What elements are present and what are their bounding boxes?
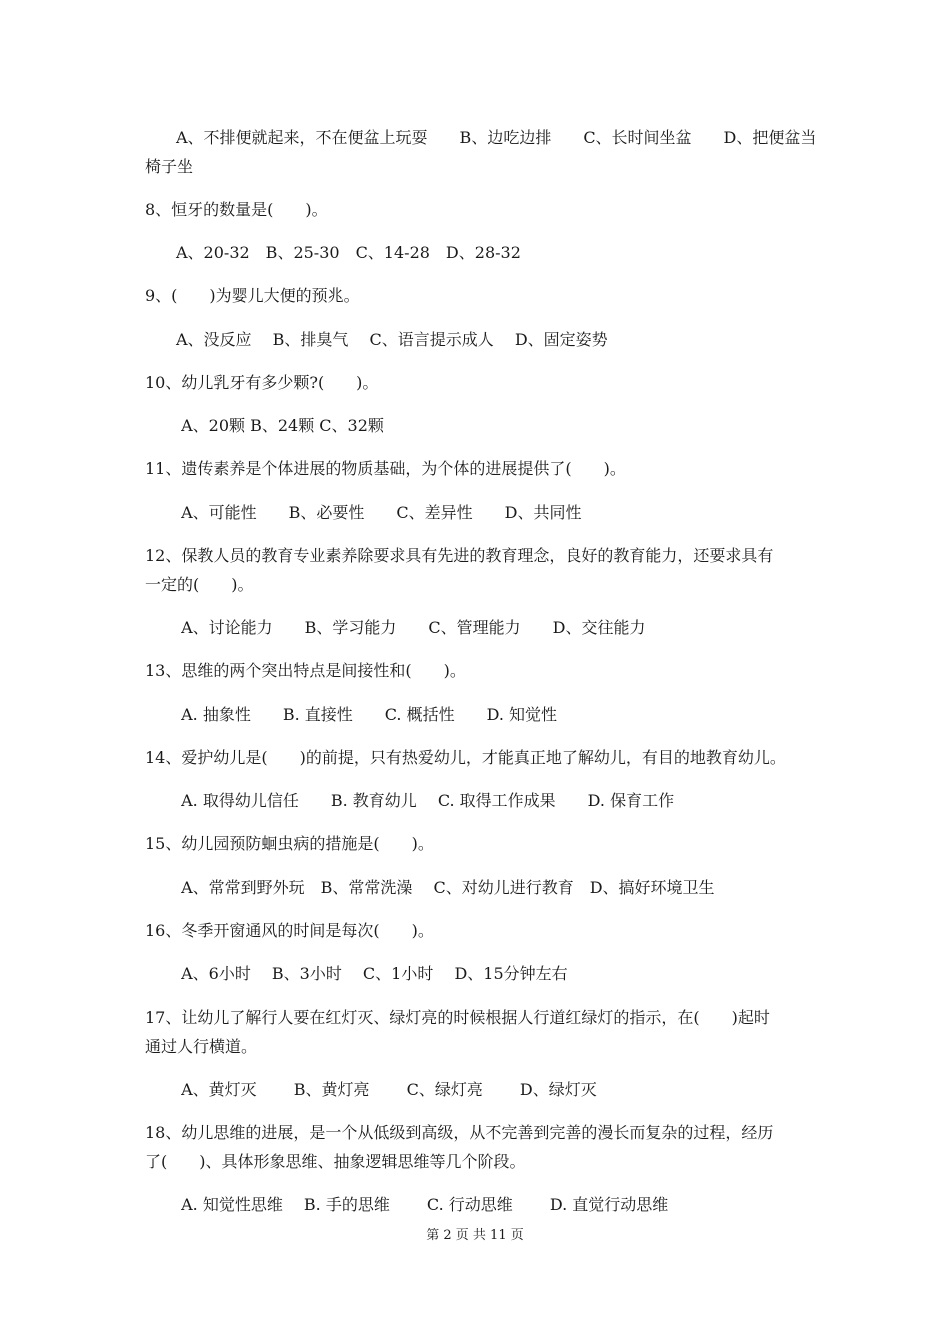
question-15: 15、幼儿园预防蛔虫病的措施是( )。 — [145, 834, 434, 853]
question-17: 17、让幼儿了解行人要在红灯灭、绿灯亮的时候根据人行道红绿灯的指示，在( )起时 — [145, 1008, 770, 1027]
question-9: 9、( )为婴儿大便的预兆。 — [145, 286, 360, 305]
question-12: 12、保教人员的教育专业素养除要求具有先进的教育理念，良好的教育能力，还要求具有 — [145, 546, 774, 565]
question-13-options: A. 抽象性 B. 直接性 C. 概括性 D. 知觉性 — [176, 705, 558, 724]
question-17-continued: 通过人行横道。 — [145, 1037, 258, 1056]
question-12-continued: 一定的( )。 — [145, 575, 254, 594]
question-15-options: A、常常到野外玩 B、常常洗澡 C、对幼儿进行教育 D、搞好环境卫生 — [176, 878, 715, 897]
question-8: 8、恒牙的数量是( )。 — [145, 200, 328, 219]
question-8-options: A、20-32 B、25-30 C、14-28 D、28-32 — [176, 243, 521, 262]
question-17-options: A、黄灯灭 B、黄灯亮 C、绿灯亮 D、绿灯灭 — [176, 1080, 597, 1099]
question-16: 16、冬季开窗通风的时间是每次( )。 — [145, 921, 434, 940]
question-11: 11、遗传素养是个体进展的物质基础，为个体的进展提供了( )。 — [145, 459, 626, 478]
question-10-options: A、20颗 B、24颗 C、32颗 — [176, 416, 384, 435]
option-line: A、不排便就起来，不在便盆上玩耍 B、边吃边排 C、长时间坐盆 D、把便盆当 — [176, 128, 817, 147]
question-18: 18、幼儿思维的进展，是一个从低级到高级，从不完善到完善的漫长而复杂的过程，经历 — [145, 1123, 774, 1142]
question-12-options: A、讨论能力 B、学习能力 C、管理能力 D、交往能力 — [176, 618, 646, 637]
question-13: 13、思维的两个突出特点是间接性和( )。 — [145, 661, 466, 680]
question-9-options: A、没反应 B、排臭气 C、语言提示成人 D、固定姿势 — [176, 330, 608, 349]
question-18-options: A. 知觉性思维 B. 手的思维 C. 行动思维 D. 直觉行动思维 — [176, 1195, 669, 1214]
question-14-options: A. 取得幼儿信任 B. 教育幼儿 C. 取得工作成果 D. 保育工作 — [176, 791, 675, 810]
question-10: 10、幼儿乳牙有多少颗?( )。 — [145, 373, 379, 392]
question-16-options: A、6小时 B、3小时 C、1小时 D、15分钟左右 — [176, 964, 568, 983]
option-line-continued: 椅子坐 — [145, 157, 194, 176]
question-14: 14、爱护幼儿是( )的前提，只有热爱幼儿，才能真正地了解幼儿，有目的地教育幼儿。 — [145, 748, 786, 767]
question-18-continued: 了( )、具体形象思维、抽象逻辑思维等几个阶段。 — [145, 1152, 526, 1171]
page-footer: 第 2 页 共 11 页 — [426, 1228, 524, 1243]
question-11-options: A、可能性 B、必要性 C、差异性 D、共同性 — [176, 503, 582, 522]
